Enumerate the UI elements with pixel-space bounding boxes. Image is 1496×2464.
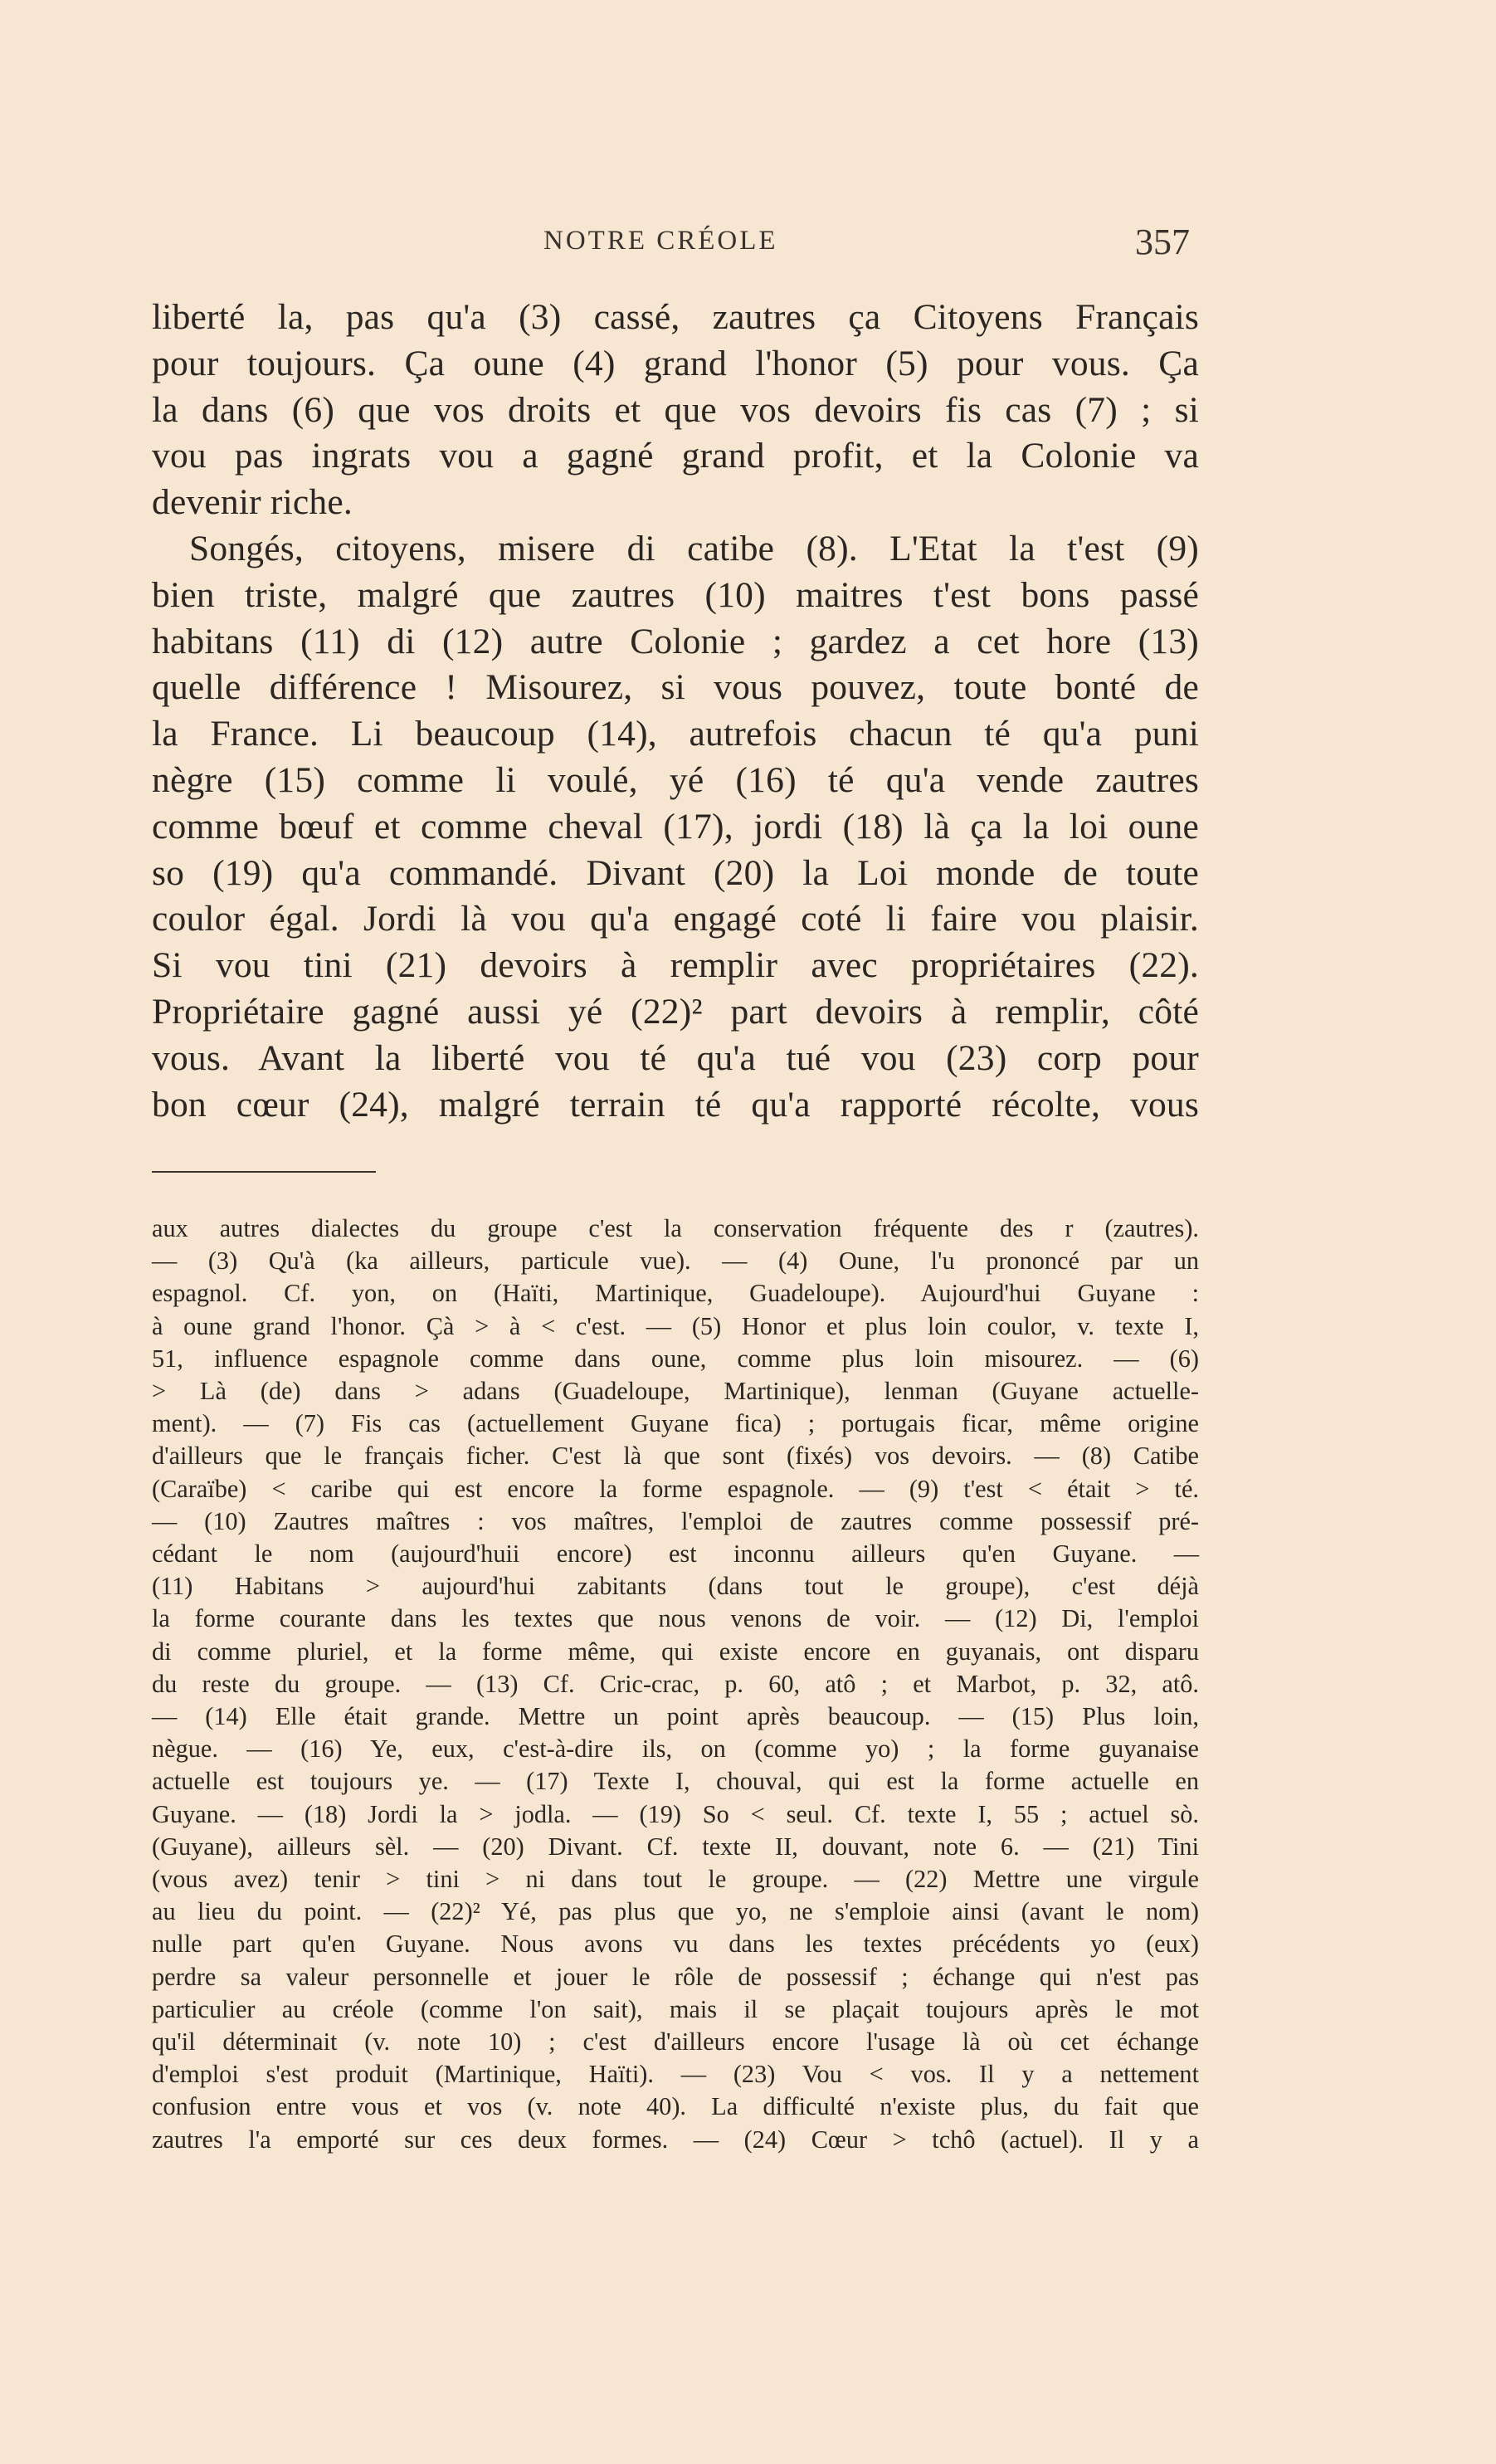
footnote-line: ment). — (7) Fis cas (actuellement Guyane fica) ; portugais ficar, même origine <box>152 1409 1199 1438</box>
body-line: coulor égal. Jordi là vou qu'a engagé coté li faire vou plaisir. <box>152 899 1199 939</box>
body-line: la France. Li beaucoup (14), autrefois chacun té qu'a puni <box>152 714 1199 754</box>
body-line: habitans (11) di (12) autre Colonie ; gardez a cet hore (13) <box>152 621 1199 661</box>
body-line: bon cœur (24), malgré terrain té qu'a rapporté récolte, vous <box>152 1084 1199 1125</box>
footnote-line: Guyane. — (18) Jordi la > jodla. — (19) So < seul. Cf. texte I, 55 ; actuel sò. <box>152 1799 1199 1828</box>
body-line: Si vou tini (21) devoirs à remplir avec propriétaires (22). <box>152 945 1199 986</box>
footnote-line: qu'il déterminait (v. note 10) ; c'est d'ailleurs encore l'usage là où cet échange <box>152 2027 1199 2057</box>
page-number: 357 <box>1135 222 1190 262</box>
body-line: nègre (15) comme li voulé, yé (16) té qu'a vende zautres <box>152 759 1199 800</box>
footnote-line: nègue. — (16) Ye, eux, c'est-à-dire ils, on (comme yo) ; la forme guyanaise <box>152 1735 1199 1764</box>
footnote-line: (vous avez) tenir > tini > ni dans tout le groupe. — (22) Mettre une virgule <box>152 1865 1199 1894</box>
body-line: so (19) qu'a commandé. Divant (20) la Loi monde de toute <box>152 852 1199 893</box>
body-line: bien triste, malgré que zautres (10) maitres t'est bons passé <box>152 574 1199 615</box>
footnote-line: 51, influence espagnole comme dans oune, comme plus loin misourez. — (6) <box>152 1344 1199 1373</box>
footnote-line: — (14) Elle était grande. Mettre un point après beaucoup. — (15) Plus loin, <box>152 1702 1199 1731</box>
footnote-line: au lieu du point. — (22)² Yé, pas plus que yo, ne s'emploie ainsi (avant le nom) <box>152 1897 1199 1926</box>
body-line: quelle différence ! Misourez, si vous pouvez, toute bonté de <box>152 667 1199 708</box>
main-text <box>152 295 1199 1128</box>
footnote-line: zautres l'a emporté sur ces deux formes. — (24) Cœur > tchô (actuel). Il y a <box>152 2125 1199 2154</box>
footnote-line: particulier au créole (comme l'on sait), mais il se plaçait toujours après le mot <box>152 1994 1199 2023</box>
footnote-line: à oune grand l'honor. Çà > à < c'est. — (5) Honor et plus loin coulor, v. texte I, <box>152 1311 1199 1340</box>
footnote-line: nulle part qu'en Guyane. Nous avons vu dans les textes précédents yo (eux) <box>152 1930 1199 1959</box>
footnote-line: (Caraïbe) < caribe qui est encore la forme espagnole. — (9) t'est < était > té. <box>152 1474 1199 1503</box>
body-line: vous. Avant la liberté vou té qu'a tué vou (23) corp pour <box>152 1037 1199 1078</box>
footnote-divider <box>152 1171 376 1173</box>
footnote-line: aux autres dialectes du groupe c'est la conservation fréquente des r (zautres). <box>152 1214 1199 1242</box>
body-line: pour toujours. Ça oune (4) grand l'honor (5) pour vous. Ça <box>152 343 1199 383</box>
footnote-line: espagnol. Cf. yon, on (Haïti, Martinique, Guadeloupe). Aujourd'hui Guyane : <box>152 1279 1199 1308</box>
body-line: Songés, citoyens, misere di catibe (8). L'Etat la t'est (9) <box>189 528 1199 568</box>
footnote-line: d'emploi s'est produit (Martinique, Haïti). — (23) Vou < vos. Il y a nettement <box>152 2060 1199 2089</box>
footnote-line: (11) Habitans > aujourd'hui zabitants (dans tout le groupe), c'est déjà <box>152 1572 1199 1601</box>
footnote-line: > Là (de) dans > adans (Guadeloupe, Martinique), lenman (Guyane actuelle- <box>152 1377 1199 1406</box>
body-line: Propriétaire gagné aussi yé (22)² part devoirs à remplir, côté <box>152 991 1199 1032</box>
running-title: NOTRE CRÉOLE <box>543 226 778 256</box>
footnote-line: perdre sa valeur personnelle et jouer le rôle de possessif ; échange qui n'est pas <box>152 1962 1199 1991</box>
body-line: devenir riche. <box>152 482 353 523</box>
footnote-line: la forme courante dans les textes que nous venons de voir. — (12) Di, l'emploi <box>152 1604 1199 1633</box>
footnote-line: cédant le nom (aujourd'huii encore) est inconnu ailleurs qu'en Guyane. — <box>152 1539 1199 1569</box>
footnote-line: — (3) Qu'à (ka ailleurs, particule vue). — (4) Oune, l'u prononcé par un <box>152 1247 1199 1276</box>
footnote-line: d'ailleurs que le français ficher. C'est là que sont (fixés) vos devoirs. — (8) Catibe <box>152 1442 1199 1471</box>
footnote-line: confusion entre vous et vos (v. note 40). La difficulté n'existe plus, du fait que <box>152 2092 1199 2121</box>
body-line: vou pas ingrats vou a gagné grand profit, et la Colonie va <box>152 436 1199 476</box>
body-line: comme bœuf et comme cheval (17), jordi (18) là ça la loi oune <box>152 806 1199 847</box>
body-line: liberté la, pas qu'a (3) cassé, zautres ça Citoyens Français <box>152 297 1199 337</box>
footnote-line: — (10) Zautres maîtres : vos maîtres, l'emploi de zautres comme possessif pré- <box>152 1506 1199 1535</box>
footnote-line: di comme pluriel, et la forme même, qui existe encore en guyanais, ont disparu <box>152 1637 1199 1666</box>
body-line: la dans (6) que vos droits et que vos devoirs fis cas (7) ; si <box>152 389 1199 430</box>
footnote-line: du reste du groupe. — (13) Cf. Cric-crac, p. 60, atô ; et Marbot, p. 32, atô. <box>152 1669 1199 1698</box>
footnote-line: (Guyane), ailleurs sèl. — (20) Divant. Cf. texte II, douvant, note 6. — (21) Tini <box>152 1832 1199 1861</box>
footnotes <box>152 1212 1199 2156</box>
footnote-line: actuelle est toujours ye. — (17) Texte I, chouval, qui est la forme actuelle en <box>152 1767 1199 1796</box>
